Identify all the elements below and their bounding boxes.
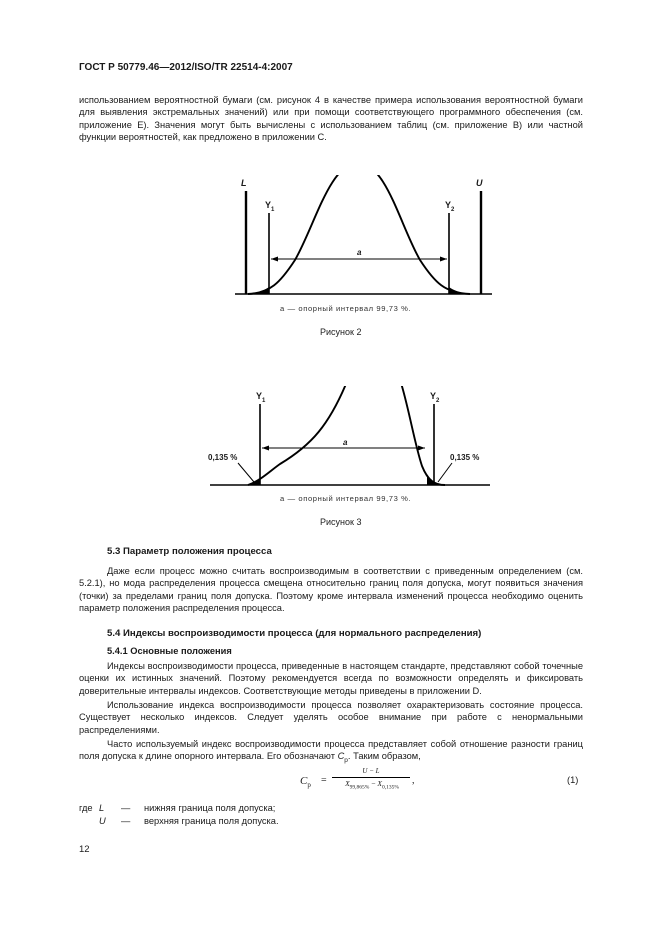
section-5-4-1-heading: 5.4.1 Основные положения [107, 646, 232, 656]
fig3-left-leader [238, 463, 254, 482]
fig2-caption: Рисунок 2 [320, 327, 362, 337]
fig2-label-Y2: $Y_2$ [445, 200, 455, 213]
section-5-3-heading: 5.3 Параметр положения процесса [107, 546, 272, 557]
formula-equals: = [321, 775, 327, 786]
fig3-arrow-left [262, 446, 269, 451]
fig3-note: a — опорный интервал 99,73 %. [280, 494, 412, 503]
fig2-distribution-curve [248, 175, 470, 294]
fig3-caption: Рисунок 3 [320, 517, 362, 527]
fig2-arrow-left [271, 257, 278, 262]
where-item-dash: — [121, 803, 131, 813]
where-list [79, 802, 379, 828]
where-item-text: верхняя граница поля допуска. [144, 816, 279, 826]
fig3-left-percent: 0,135 % [208, 453, 238, 462]
fig3-right-leader [438, 463, 452, 482]
fig2-interval-label: a [357, 248, 362, 257]
fig2-label-L: L [241, 178, 247, 188]
fig3-distribution-curve [248, 386, 445, 485]
fig3-label-Y1: $Y_1$ [256, 391, 266, 404]
formula-lhs: $C_p$ [300, 775, 311, 790]
page-header: ГОСТ Р 50779.46—2012/ISO/TR 22514-4:2007 [79, 62, 293, 73]
formula-trailing-comma: , [412, 775, 415, 786]
where-item-symbol: L [99, 803, 105, 813]
fig2-arrow-right [440, 257, 447, 262]
section-5-4-1-para2: Использование индекса воспроизводимости процесса позволяет охарактеризовать состояние процесса. Существует несколько индексов. Следует уделять особое внимание при работе с ненормальными распределениями. [79, 700, 583, 735]
page-number: 12 [79, 844, 90, 855]
where-item-dash: — [121, 816, 131, 826]
fig2-label-U: U [476, 178, 483, 188]
fig3-interval-label: a [343, 438, 348, 447]
where-item-symbol: U [99, 816, 106, 826]
formula-numerator: U − L [362, 767, 380, 775]
figure-2 [230, 175, 500, 345]
section-5-4-1-para3: Часто используемый индекс воспроизводимости процесса представляет собой отношение разности границ поля допуска к длине опорного интервала. Его обозначают $C_p$. Таким образом, [79, 739, 583, 765]
section-5-3-text: Даже если процесс можно считать воспроизводимым в соответствии с приведенным определением (см. 5.2.1), но мода распределения процесса смещена относительно границ поля допуска, могут появиться значения (точки) за пределами границ поля допуска. Поэтому кроме интервала изменений процесса необходимо оценить параметр положения распределения процесса. [79, 566, 583, 614]
formula-number: (1) [567, 775, 579, 785]
fig2-label-Y1: $Y_1$ [265, 200, 275, 213]
intro-paragraph: использованием вероятностной бумаги (см. рисунок 4 в качестве примера использования вероятностной бумаги для выявления экстремальных значений) или при помощи соответствующего программного обеспечения (см. приложение Е). Значения могут быть вычислены с использованием таблиц (см. приложение В) или частной функции вероятностей, как предложено в приложении С. [79, 95, 583, 143]
figure-3-graphic [200, 386, 500, 496]
where-intro: где [79, 803, 93, 813]
fig2-note: a — опорный интервал 99,73 %. [280, 304, 412, 313]
figure-3 [200, 386, 500, 496]
where-item-L [79, 802, 379, 815]
where-item-text: нижняя граница поля допуска; [144, 803, 276, 813]
fig3-label-Y2: $Y_2$ [430, 391, 440, 404]
section-5-4-heading: 5.4 Индексы воспроизводимости процесса (для нормального распределения) [107, 628, 482, 639]
formula-denominator: $X_{99,865\%} - X_{0,135\%}$ [345, 779, 399, 791]
fig3-right-percent: 0,135 % [450, 453, 480, 462]
formula-fraction-bar [332, 777, 410, 778]
section-5-4-1-para1: Индексы воспроизводимости процесса, приведенные в настоящем стандарте, представляют собой точечные оценки их истинных значений. Поэтому рекомендуется всегда по возможности определять и фиксировать доверительные интервалы индексов. Соответствующие методы приведены в приложении D. [79, 661, 583, 696]
fig3-arrow-right [418, 446, 425, 451]
where-item-U [79, 815, 379, 828]
